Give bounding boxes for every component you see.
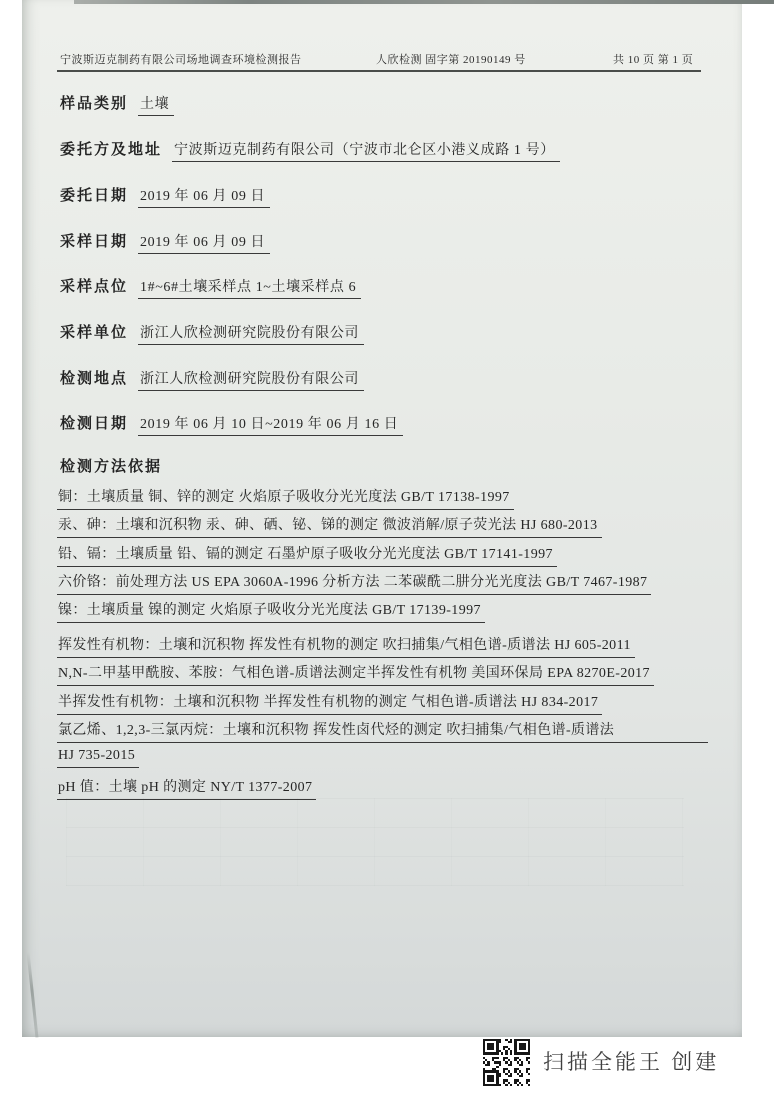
field-commission-date (60, 184, 270, 208)
header-rule (57, 70, 701, 72)
method-line-chromium-vi: 六价铬：前处理方法 US EPA 3060A-1996 分析方法 二苯碳酰二肼分光光度法 GB/T 7467-1987 (57, 571, 651, 595)
method-line-nickel: 镍：土壤质量 镍的测定 火焰原子吸收分光光度法 GB/T 17139-1997 (57, 599, 485, 623)
method-line-mercury-arsenic: 汞、砷：土壤和沉积物 汞、砷、硒、铋、锑的测定 微波消解/原子荧光法 HJ 680-2013 (57, 514, 602, 538)
bleed-through-table-ghost (66, 798, 684, 886)
field-sample-type (60, 92, 174, 116)
header-report-title: 宁波斯迈克制药有限公司场地调查环境检测报告 (60, 54, 302, 66)
field-label: 采样单位 (60, 325, 129, 341)
methods-section-title: 检测方法依据 (60, 459, 163, 475)
header-report-number: 人欣检测 固字第 20190149 号 (376, 54, 526, 66)
field-value: 浙江人欣检测研究院股份有限公司 (138, 368, 364, 391)
method-line-lead-cadmium: 铅、镉：土壤质量 铅、镉的测定 石墨炉原子吸收分光光度法 GB/T 17141-1997 (57, 543, 557, 567)
field-label: 委托方及地址 (60, 142, 163, 158)
qr-code (483, 1039, 530, 1086)
method-line-hj735: HJ 735-2015 (57, 748, 139, 768)
field-value: 2019 年 06 月 10 日~2019 年 06 月 16 日 (138, 413, 403, 436)
method-line-svoc: 半挥发性有机物：土壤和沉积物 半挥发性有机物的测定 气相色谱-质谱法 HJ 834-2017 (57, 691, 602, 715)
field-label: 采样点位 (60, 279, 129, 295)
field-label: 检测日期 (60, 416, 129, 432)
field-label: 采样日期 (60, 234, 129, 250)
field-test-location (60, 367, 364, 391)
field-sampling-points (60, 275, 361, 299)
field-client-address (60, 138, 560, 162)
method-line-dmf-aniline: N,N-二甲基甲酰胺、苯胺：气相色谱-质谱法测定半挥发性有机物 美国环保局 EPA 8270E-2017 (57, 662, 654, 686)
camscanner-watermark-label: 扫描全能王 创建 (543, 1050, 720, 1074)
scan-top-edge-shadow (74, 0, 774, 4)
method-line-copper: 铜：土壤质量 铜、锌的测定 火焰原子吸收分光光度法 GB/T 17138-1997 (57, 486, 514, 510)
field-label: 检测地点 (60, 371, 129, 387)
field-label: 委托日期 (60, 188, 129, 204)
field-label: 样品类别 (60, 96, 129, 112)
header-page-count: 共 10 页 第 1 页 (613, 54, 694, 66)
field-value: 1#~6#土壤采样点 1~土壤采样点 6 (138, 276, 361, 299)
method-line-halogenated: 氯乙烯、1,2,3-三氯丙烷：土壤和沉积物 挥发性卤代烃的测定 吹扫捕集/气相色谱-质谱法 (57, 719, 708, 743)
field-value: 土壤 (138, 93, 174, 116)
field-value: 浙江人欣检测研究院股份有限公司 (138, 322, 364, 345)
field-sampling-unit (60, 321, 364, 345)
method-line-ph: pH 值：土壤 pH 的测定 NY/T 1377-2007 (57, 776, 316, 800)
field-test-date (60, 412, 403, 436)
field-value: 2019 年 06 月 09 日 (138, 231, 270, 254)
field-sampling-date (60, 230, 270, 254)
method-line-voc: 挥发性有机物：土壤和沉积物 挥发性有机物的测定 吹扫捕集/气相色谱-质谱法 HJ 605-2011 (57, 634, 635, 658)
field-value: 2019 年 06 月 09 日 (138, 185, 270, 208)
field-value: 宁波斯迈克制药有限公司（宁波市北仑区小港义成路 1 号） (172, 139, 560, 162)
